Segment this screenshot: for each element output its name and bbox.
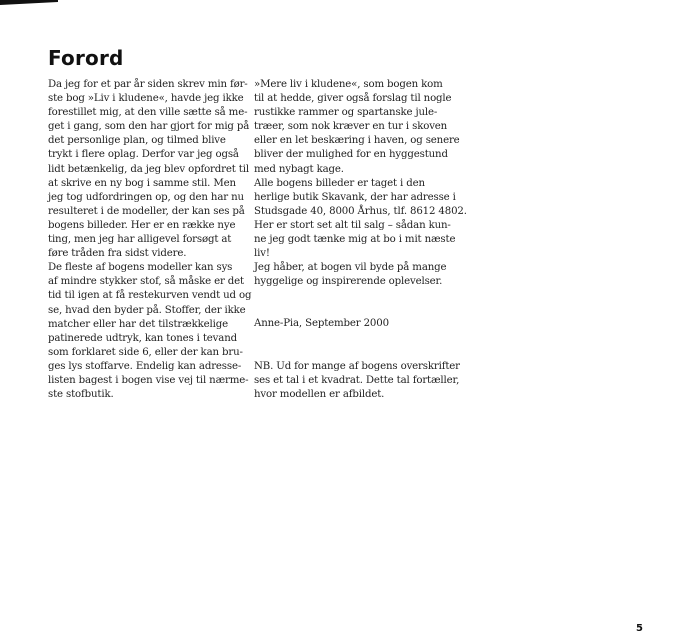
- corner-crop-mark: [0, 0, 58, 5]
- note-line: ses et tal i et kvadrat. Dette tal fortæller,: [254, 374, 460, 386]
- text-line: hyggelige og inspirerende oplevelser.: [254, 276, 443, 288]
- spacer: [254, 332, 450, 360]
- text-line: matcher eller har det tilstrækkelige: [48, 318, 228, 330]
- text-line: bliver der mulighed for en hyggestund: [254, 149, 448, 161]
- text-line: patinerede udtryk, kan tones i tevand: [48, 332, 237, 344]
- signature: Anne-Pia, September 2000: [254, 318, 389, 330]
- text-line: Studsgade 40, 8000 Århus, tlf. 8612 4802.: [254, 205, 467, 217]
- text-line: resulteret i de modeller, der kan ses på: [48, 205, 245, 217]
- text-line: det personlige plan, og tilmed blive: [48, 135, 226, 147]
- text-line: rustikke rammer og spartanske jule-: [254, 107, 438, 119]
- left-column: [48, 78, 252, 402]
- text-line: eller en let beskæring i haven, og senere: [254, 135, 460, 147]
- text-line: listen bagest i bogen vise vej til nærme-: [48, 374, 249, 386]
- text-line: se, hvad den byder på. Stoffer, der ikke: [48, 304, 246, 316]
- text-line: Jeg håber, at bogen vil byde på mange: [254, 262, 447, 274]
- text-line: med nybagt kage.: [254, 163, 344, 175]
- text-line: til at hedde, giver også forslag til nogle: [254, 93, 452, 105]
- note-line: NB. Ud for mange af bogens overskrifter: [254, 360, 460, 372]
- text-line: liv!: [254, 248, 270, 260]
- text-line: De fleste af bogens modeller kan sys: [48, 262, 233, 274]
- text-line: forestillet mig, at den ville sætte så me-: [48, 107, 248, 119]
- text-line: at skrive en ny bog i samme stil. Men: [48, 177, 236, 189]
- text-line: som forklaret side 6, eller der kan bru-: [48, 346, 243, 358]
- text-line: bogens billeder. Her er en række nye: [48, 219, 236, 231]
- text-line: »Mere liv i kludene«, som bogen kom: [254, 79, 443, 90]
- text-line: jeg tog udfordringen op, og den har nu: [48, 191, 244, 203]
- text-line: herlige butik Skavank, der har adresse i: [254, 191, 456, 203]
- text-line: get i gang, som den har gjort for mig på: [48, 121, 250, 133]
- page-title: Forord: [48, 46, 124, 70]
- text-line: ste bog »Liv i kludene«, havde jeg ikke: [48, 93, 244, 105]
- text-line: ne jeg godt tænke mig at bo i mit næste: [254, 234, 456, 246]
- note-line: hvor modellen er afbildet.: [254, 388, 385, 400]
- text-line: tid til igen at få restekurven vendt ud og: [48, 290, 252, 302]
- text-line: af mindre stykker stof, så måske er det: [48, 276, 244, 288]
- text-line: ste stofbutik.: [48, 389, 114, 401]
- right-column: [254, 78, 467, 402]
- spacer: [254, 289, 450, 317]
- text-line: trykt i flere oplag. Derfor var jeg også: [48, 149, 239, 161]
- text-line: Alle bogens billeder er taget i den: [254, 177, 425, 189]
- text-line: ting, men jeg har alligevel forsøgt at: [48, 234, 232, 246]
- text-line: lidt betænkelig, da jeg blev opfordret til: [48, 163, 249, 175]
- text-line: føre tråden fra sidst videre.: [48, 248, 187, 260]
- text-line: træer, som nok kræver en tur i skoven: [254, 121, 448, 133]
- text-line: Da jeg for et par år siden skrev min før-: [48, 79, 248, 90]
- text-line: ges lys stoffarve. Endelig kan adresse-: [48, 360, 242, 372]
- text-line: Her er stort set alt til salg – sådan kun-: [254, 219, 451, 231]
- page-number: 5: [636, 623, 643, 634]
